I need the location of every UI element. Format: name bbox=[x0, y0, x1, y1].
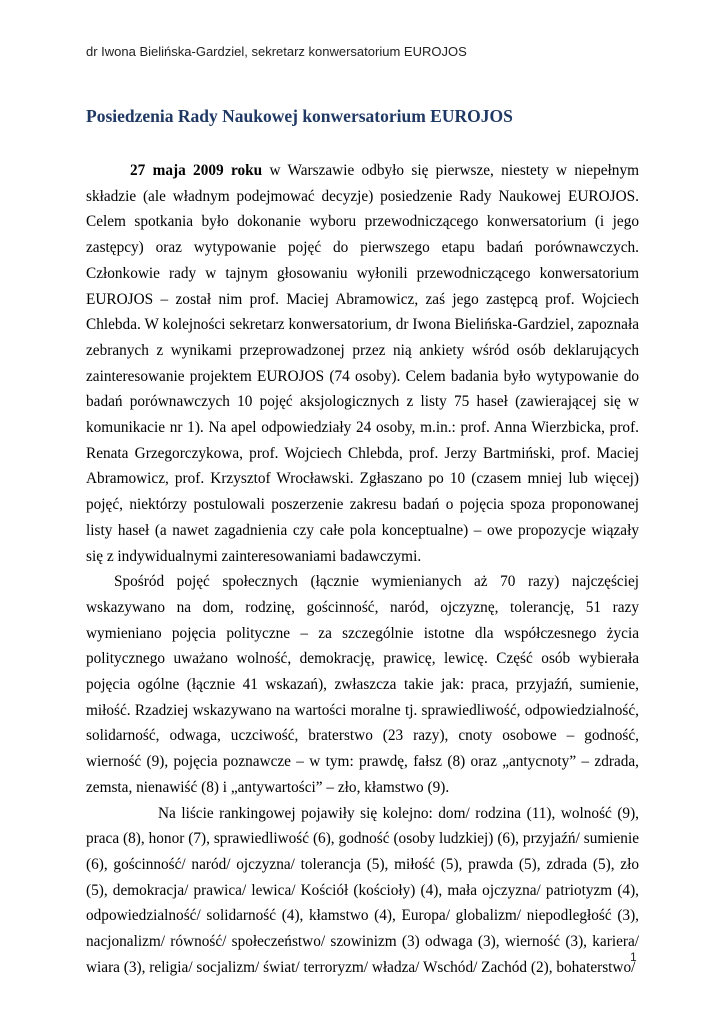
document-title: Posiedzenia Rady Naukowej konwersatorium EUROJOS bbox=[86, 106, 513, 126]
meeting-date: 27 maja 2009 roku bbox=[130, 162, 263, 179]
paragraph-1 bbox=[86, 158, 639, 569]
paragraph-1-text: w Warszawie odbyło się pierwsze, niestety w niepełnym składzie (ale władnym podejmować decyzje) posiedzenie Rady Naukowej EUROJOS. Celem spotkania było dokonanie wyboru przewodniczącego konwersatorium (i jego zastępcy) oraz wytypowanie pojęć do pierwszego etapu badań porównawczych. Członkowie rady w tajnym głosowaniu wyłonili przewodniczącego konwersatorium EUROJOS – został nim prof. Maciej Abramowicz, zaś jego zastępcą prof. Wojciech Chlebda. W kolejności sekretarz konwersatorium, dr Iwona Bielińska-Gardziel, zapoznała zebranych z wynikami przeprowadzonej przez nią ankiety wśród osób deklarujących zainteresowanie projektem EUROJOS (74 osoby). Celem badania było wytypowanie do badań porównawczych 10 pojęć aksjologicznych z listy 75 haseł (zawierającej się w komunikacie nr 1). Na apel odpowiedziały 24 osoby, m.in.: prof. Anna Wierzbicka, prof. Renata Grzegorczykowa, prof. Wojciech Chlebda, prof. Jerzy Bartmiński, prof. Maciej Abramowicz, prof. Krzysztof Wrocławski. Zgłaszano po 10 (czasem mniej lub więcej) pojęć, niektórzy postulowali poszerzenie zakresu badań o pojęcia spoza proponowanej listy haseł (a nawet zagadnienia czy całe pola konceptualne) – owe propozycje wiązały się z indywidualnymi zainteresowaniami badawczymi. bbox=[86, 162, 639, 565]
paragraph-3: Na liście rankingowej pojawiły się kolejno: dom/ rodzina (11), wolność (9), praca (8), honor (7), sprawiedliwość (6), godność (osoby ludzkiej) (6), przyjaźń/ sumienie (6), gościnność/ naród/ ojczyzna/ tolerancja (5), miłość (5), prawda (5), zdrada (5), zło (5), demokracja/ prawica/ lewica/ Kościół (kościoły) (4), mała ojczyzna/ patriotyzm (4), odpowiedzialność/ solidarność (4), kłamstwo (4), Europa/ globalizm/ niepodległość (3), nacjonalizm/ równość/ społeczeństwo/ szowinizm (3) odwaga (3), wierność (3), kariera/ wiara (3), religia/ socjalizm/ świat/ terroryzm/ władza/ Wschód/ Zachód (2), bohaterstwo/ bbox=[86, 804, 639, 976]
paragraph-2: Spośród pojęć społecznych (łącznie wymienianych aż 70 razy) najczęściej wskazywano na dom, rodzinę, gościnność, naród, ojczyznę, tolerancję, 51 razy wymieniano pojęcia polityczne – za szczególnie istotne dla współczesnego życia politycznego uważano wolność, demokrację, prawicę, lewicę. Część osób wybierała pojęcia ogólne (łącznie 41 wskazań), zwłaszcza takie jak: praca, przyjaźń, sumienie, miłość. Rzadziej wskazywano na wartości moralne tj. sprawiedliwość, odpowiedzialność, solidarność, odwaga, uczciwość, braterstwo (23 razy), cnoty osobowe – godność, wierność (9), pojęcia poznawcze – w tym: prawdę, fałsz (8) oraz „antycnoty” – zdrada, zemsta, nienawiść (8) i „antywartości” – zło, kłamstwo (9). bbox=[86, 573, 639, 796]
page-number: 1 bbox=[630, 950, 637, 964]
document-body bbox=[86, 158, 639, 981]
running-header: dr Iwona Bielińska-Gardziel, sekretarz konwersatorium EUROJOS bbox=[86, 44, 467, 59]
